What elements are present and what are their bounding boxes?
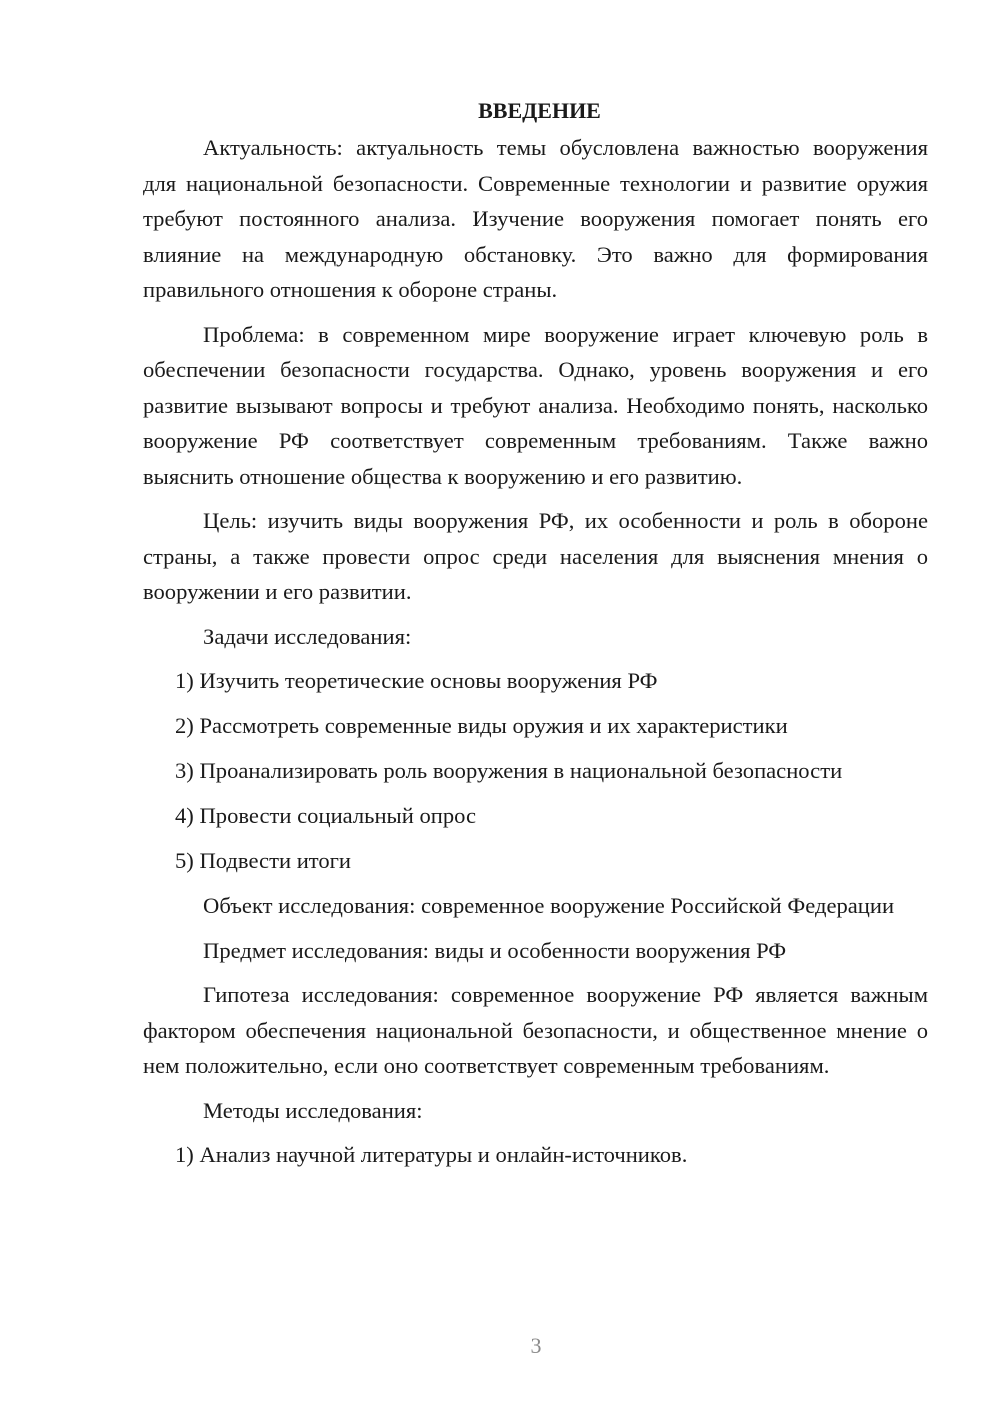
paragraph-relevance: Актуальность: актуальность темы обусловлена важностью вооружения для национальной безопасности. Современные технологии и развитие оружия требуют постоянного анализа. Изучение вооружения помогает понять его влияние на международную обстановку. Это важно для формирования правильного отношения к обороне страны. xyxy=(143,135,928,302)
paragraph-subject: Предмет исследования: виды и особенности вооружения РФ xyxy=(203,937,787,963)
list-item: 4) Провести социальный опрос xyxy=(175,803,477,828)
methods-heading: Методы исследования: xyxy=(203,1097,423,1123)
list-item: 1) Изучить теоретические основы вооружения РФ xyxy=(175,668,658,693)
tasks-list xyxy=(143,663,928,879)
list-item: 3) Проанализировать роль вооружения в национальной безопасности xyxy=(175,758,843,783)
list-item: 5) Подвести итоги xyxy=(175,848,352,873)
methods-list xyxy=(143,1137,928,1173)
paragraph-object: Объект исследования: современное вооружение Российской Федерации xyxy=(203,893,895,918)
page-number: 3 xyxy=(530,1333,542,1358)
paragraph-problem: Проблема: в современном мире вооружение играет ключевую роль в обеспечении безопасности государства. Однако, уровень вооружения и его развитие вызывают вопросы и требуют анализа. Необходимо понять, насколько вооружение РФ соответствует современным требованиям. Также важно выяснить отношение общества к вооружению и его развитию. xyxy=(143,321,928,489)
paragraph-goal: Цель: изучить виды вооружения РФ, их особенности и роль в обороне страны, а также провести опрос среди населения для выяснения мнения о вооружении и его развитии. xyxy=(143,508,928,604)
paragraph-hypothesis: Гипотеза исследования: современное вооружение РФ является важным фактором обеспечения национальной безопасности, и общественное мнение о нем положительно, если оно соответствует современным требованиям. xyxy=(143,982,928,1078)
list-item: 1) Анализ научной литературы и онлайн-источников. xyxy=(175,1142,688,1167)
tasks-heading: Задачи исследования: xyxy=(203,623,412,649)
page-content xyxy=(143,93,928,1182)
list-item: 2) Рассмотреть современные виды оружия и их характеристики xyxy=(175,713,788,738)
section-title: ВВЕДЕНИЕ xyxy=(478,98,601,123)
